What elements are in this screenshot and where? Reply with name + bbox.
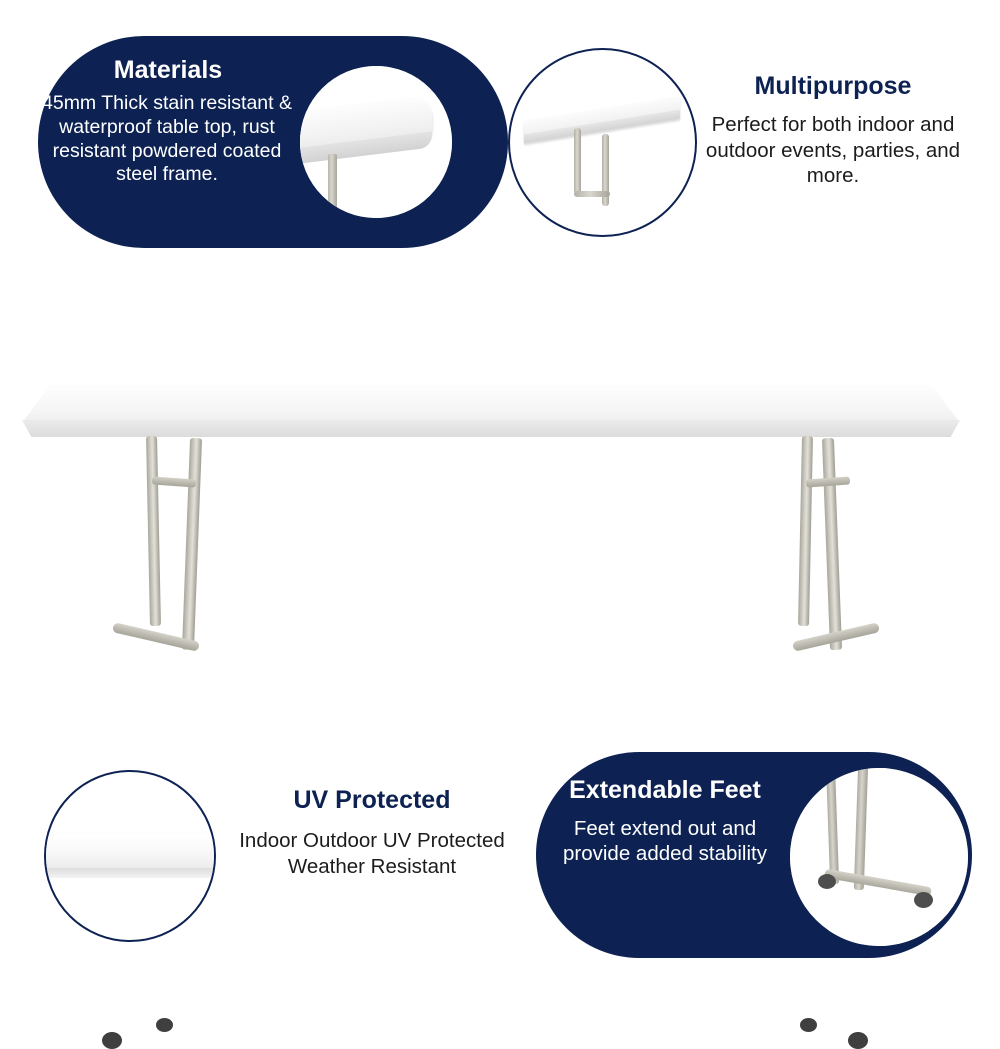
multipurpose-body-wrap: [688, 112, 978, 189]
multipurpose-title-wrap: [690, 72, 976, 101]
multipurpose-body: Perfect for both indoor and outdoor events, parties, and more.: [705, 113, 961, 188]
uv-tabletop-edge: [46, 834, 214, 868]
uv-title-wrap: [214, 786, 530, 815]
feet-glide-outer: [914, 892, 933, 908]
extendable-feet-body: Feet extend out and provide added stability: [563, 817, 767, 865]
tabletop-edge: [22, 420, 960, 437]
mini-leg-brace: [574, 191, 610, 197]
uv-body-wrap: [212, 828, 532, 879]
leg-right-brace: [806, 476, 850, 487]
extendable-feet-body-wrap: [542, 816, 788, 866]
uv-inset-photo: [44, 770, 216, 942]
foot-glide-right-inner: [800, 1018, 817, 1032]
extendable-feet-inset-photo: [790, 768, 968, 946]
uv-body: Indoor Outdoor UV Protected Weather Resistant: [239, 829, 505, 878]
uv-tabletop-shadow: [46, 868, 214, 878]
materials-title: Materials: [113, 56, 223, 84]
foot-glide-right-outer: [848, 1032, 868, 1049]
leg-right-front: [822, 438, 842, 650]
materials-inset-photo: [300, 66, 452, 218]
foot-glide-left-outer: [102, 1032, 122, 1049]
corner-leg: [328, 154, 337, 218]
multipurpose-title: Multipurpose: [754, 72, 912, 100]
leg-left-brace: [152, 476, 196, 487]
extendable-feet-title: Extendable Feet: [569, 776, 761, 804]
leg-left-front: [182, 438, 202, 650]
extendable-feet-title-wrap: [540, 776, 790, 805]
leg-right-rear: [798, 436, 813, 626]
product-image-main: [0, 360, 1000, 720]
tabletop-surface: [22, 385, 960, 423]
leg-left-rear: [146, 436, 161, 626]
mini-leg-back: [574, 128, 581, 194]
multipurpose-inset-photo: [508, 48, 697, 237]
materials-body-wrap: [36, 92, 298, 187]
uv-title: UV Protected: [293, 786, 451, 814]
feet-glide-inner: [818, 874, 836, 889]
materials-body: 45mm Thick stain resistant & waterproof table top, rust resistant powdered coated steel frame.: [42, 92, 292, 186]
materials-title-wrap: [48, 56, 288, 85]
foot-glide-left-inner: [156, 1018, 173, 1032]
